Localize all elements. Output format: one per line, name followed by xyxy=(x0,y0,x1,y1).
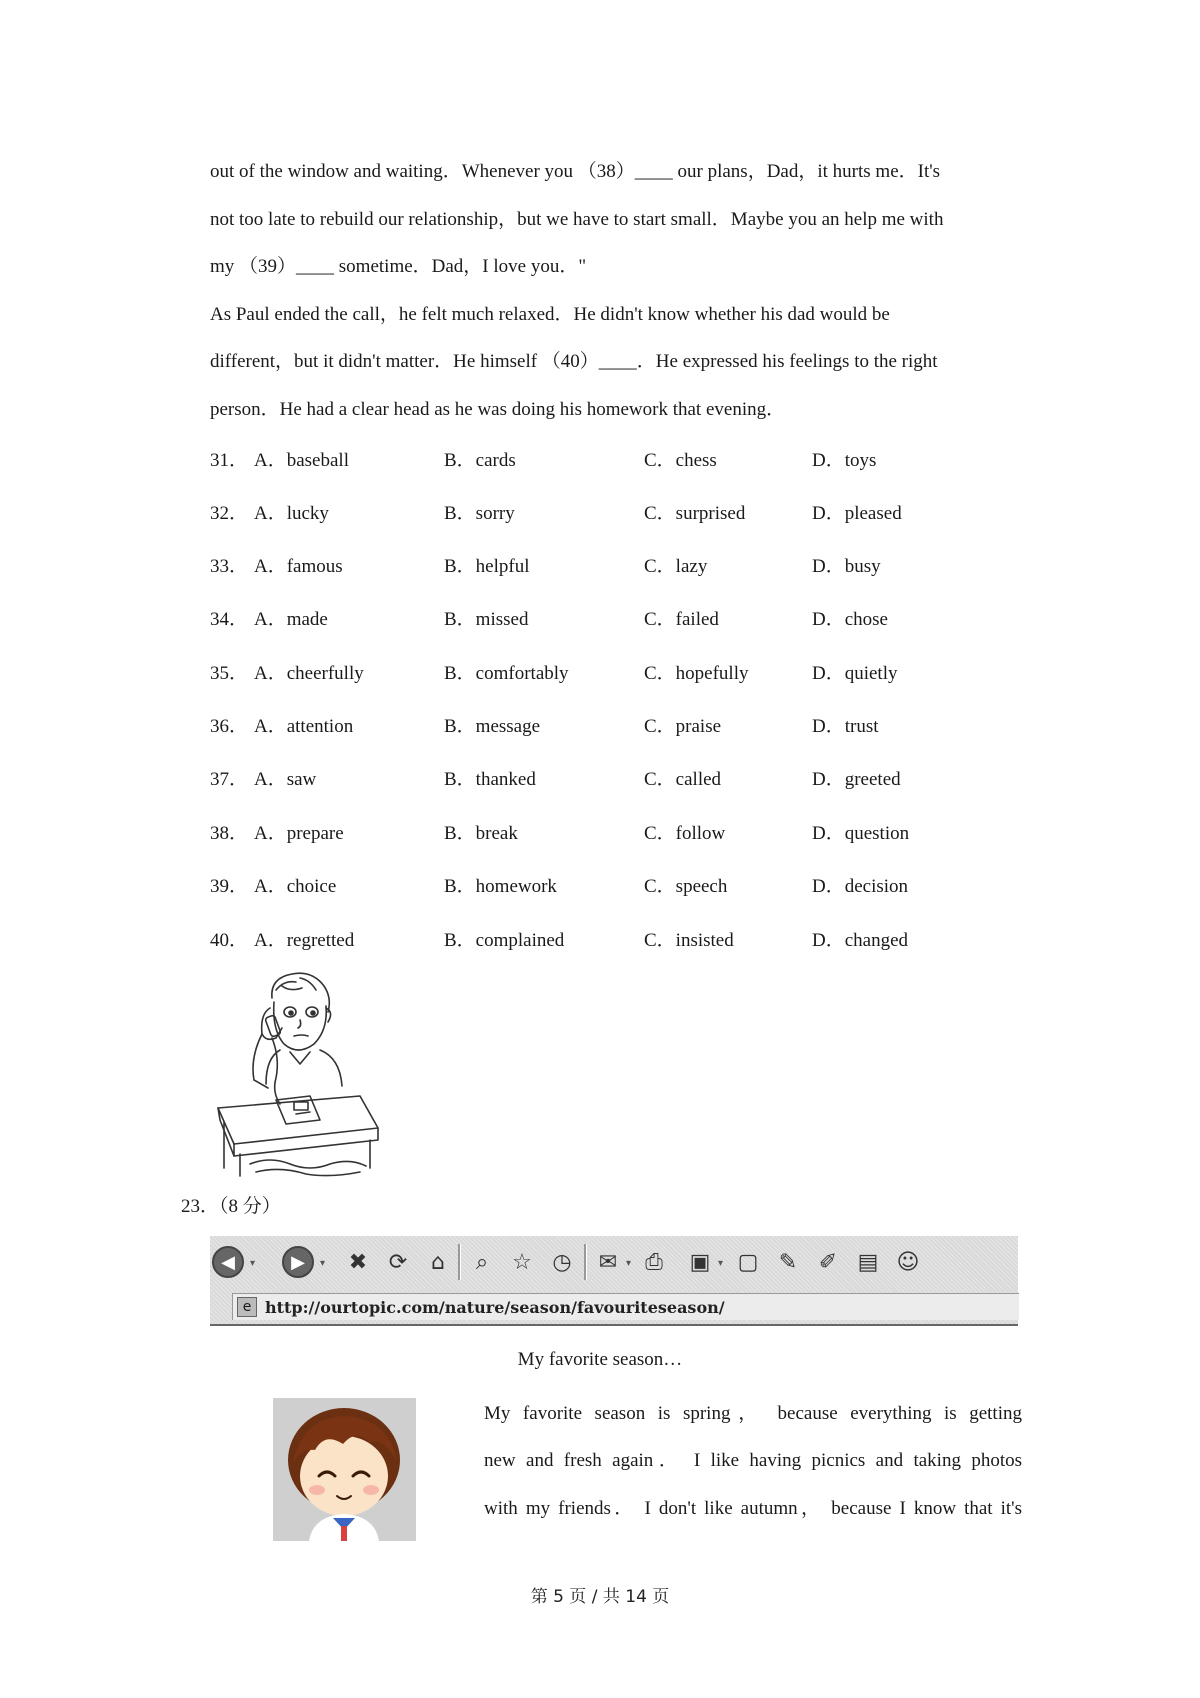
option-a: A．famous xyxy=(254,556,343,577)
question-number: 40． xyxy=(210,930,249,951)
option-c: C．surprised xyxy=(644,503,746,524)
refresh-icon[interactable]: ⟳ xyxy=(388,1249,408,1275)
question-number: 33． xyxy=(210,556,249,577)
question-row xyxy=(210,499,1022,529)
option-d: D．greeted xyxy=(812,769,901,790)
question-row xyxy=(210,552,1022,582)
address-url[interactable]: http://ourtopic.com/nature/season/favouriteseason/ xyxy=(265,1297,725,1317)
option-d: D．question xyxy=(812,823,910,844)
toolbar-separator xyxy=(584,1244,587,1280)
chevron-down-icon[interactable]: ▾ xyxy=(320,1258,326,1269)
option-b: B．homework xyxy=(444,876,557,897)
question-number: 38． xyxy=(210,823,249,844)
passage-line: different，but it didn't matter．He himself （40）____．He expressed his feelings to the right xyxy=(210,351,938,372)
option-c: C．follow xyxy=(644,823,726,844)
option-d: D．pleased xyxy=(812,503,902,524)
research-icon[interactable]: ▤ xyxy=(857,1249,879,1275)
page-footer: 第 5 页 / 共 14 页 xyxy=(530,1587,670,1607)
option-c: C．praise xyxy=(644,716,722,737)
question-row xyxy=(210,446,1022,476)
option-a: A．saw xyxy=(254,769,317,790)
option-b: B．helpful xyxy=(444,556,530,577)
option-c: C．insisted xyxy=(644,930,734,951)
web-line: My favorite season is spring， because everything is getting xyxy=(484,1403,1022,1424)
passage-line: out of the window and waiting．Whenever you （38）____ our plans，Dad，it hurts me．It's xyxy=(210,161,941,182)
history-icon[interactable]: ◷ xyxy=(552,1249,572,1275)
address-bar[interactable] xyxy=(232,1293,1019,1320)
back-icon[interactable]: ◀ xyxy=(212,1246,244,1278)
option-b: B．complained xyxy=(444,930,565,951)
option-c: C．hopefully xyxy=(644,663,749,684)
search-icon[interactable]: ⌕ xyxy=(475,1249,489,1275)
option-b: B．message xyxy=(444,716,541,737)
option-d: D．chose xyxy=(812,609,888,630)
favorites-icon[interactable]: ☆ xyxy=(512,1249,532,1275)
option-b: B．sorry xyxy=(444,503,515,524)
question-row xyxy=(210,926,1022,956)
chevron-down-icon[interactable]: ▾ xyxy=(718,1258,724,1269)
option-d: D．busy xyxy=(812,556,881,577)
question-number: 39． xyxy=(210,876,249,897)
web-line: with my friends． I don't like autumn， because I know that it's xyxy=(484,1498,1022,1519)
web-line: new and fresh again． I like having picnics and taking photos xyxy=(484,1450,1022,1471)
option-d: D．quietly xyxy=(812,663,898,684)
option-c: C．lazy xyxy=(644,556,708,577)
forward-icon[interactable]: ▶ xyxy=(282,1246,314,1278)
toolbar-separator xyxy=(458,1244,461,1280)
passage-line: As Paul ended the call，he felt much relaxed．He didn't know whether his dad would be xyxy=(210,304,890,325)
edit-icon[interactable]: ▣ xyxy=(689,1249,711,1275)
question-row xyxy=(210,712,1022,742)
option-d: D．changed xyxy=(812,930,909,951)
question-row xyxy=(210,765,1022,795)
option-c: C．called xyxy=(644,769,722,790)
option-a: A．baseball xyxy=(254,450,349,471)
browser-toolbar xyxy=(210,1236,1018,1288)
option-c: C．failed xyxy=(644,609,719,630)
option-b: B．comfortably xyxy=(444,663,569,684)
browser-window xyxy=(210,1236,1018,1326)
option-a: A．choice xyxy=(254,876,337,897)
passage-line: not too late to rebuild our relationship，but we have to start small．Maybe you an help me with xyxy=(210,209,944,230)
mail-icon[interactable]: ✉ xyxy=(598,1249,618,1275)
option-a: A．lucky xyxy=(254,503,329,524)
cartoon-boy-avatar xyxy=(273,1398,416,1541)
page-icon: e xyxy=(237,1297,257,1317)
question-number: 34． xyxy=(210,609,249,630)
question-row xyxy=(210,872,1022,902)
stop-icon[interactable]: ✖ xyxy=(348,1249,368,1275)
option-d: D．decision xyxy=(812,876,909,897)
passage-line: my （39）____ sometime．Dad，I love you．" xyxy=(210,256,587,277)
option-c: C．chess xyxy=(644,450,717,471)
option-a: A．regretted xyxy=(254,930,355,951)
question-number: 35． xyxy=(210,663,249,684)
question-row xyxy=(210,605,1022,635)
question-23-label: 23．（8 分） xyxy=(181,1196,281,1217)
option-d: D．trust xyxy=(812,716,879,737)
question-row xyxy=(210,659,1022,689)
home-icon[interactable]: ⌂ xyxy=(431,1249,445,1275)
option-a: A．cheerfully xyxy=(254,663,364,684)
messenger-icon[interactable]: ☺ xyxy=(896,1249,920,1275)
option-b: B．cards xyxy=(444,450,516,471)
notepad-icon[interactable]: ✎ xyxy=(778,1249,798,1275)
option-c: C．speech xyxy=(644,876,728,897)
question-number: 31． xyxy=(210,450,249,471)
option-a: A．prepare xyxy=(254,823,344,844)
print-icon[interactable]: ⎙ xyxy=(645,1249,663,1275)
web-page-title: My favorite season… xyxy=(517,1349,683,1370)
notepad-alt-icon[interactable]: ✐ xyxy=(818,1249,838,1275)
chevron-down-icon[interactable]: ▾ xyxy=(626,1258,632,1269)
passage-line: person．He had a clear head as he was doing his homework that evening． xyxy=(210,399,786,420)
question-number: 36． xyxy=(210,716,249,737)
question-number: 37． xyxy=(210,769,249,790)
discuss-icon[interactable]: ▢ xyxy=(737,1249,759,1275)
option-b: B．missed xyxy=(444,609,529,630)
option-b: B．thanked xyxy=(444,769,536,790)
option-b: B．break xyxy=(444,823,518,844)
boy-on-phone-illustration xyxy=(210,968,386,1180)
option-a: A．made xyxy=(254,609,328,630)
chevron-down-icon[interactable]: ▾ xyxy=(250,1258,256,1269)
question-number: 32． xyxy=(210,503,249,524)
option-a: A．attention xyxy=(254,716,354,737)
option-d: D．toys xyxy=(812,450,877,471)
question-row xyxy=(210,819,1022,849)
